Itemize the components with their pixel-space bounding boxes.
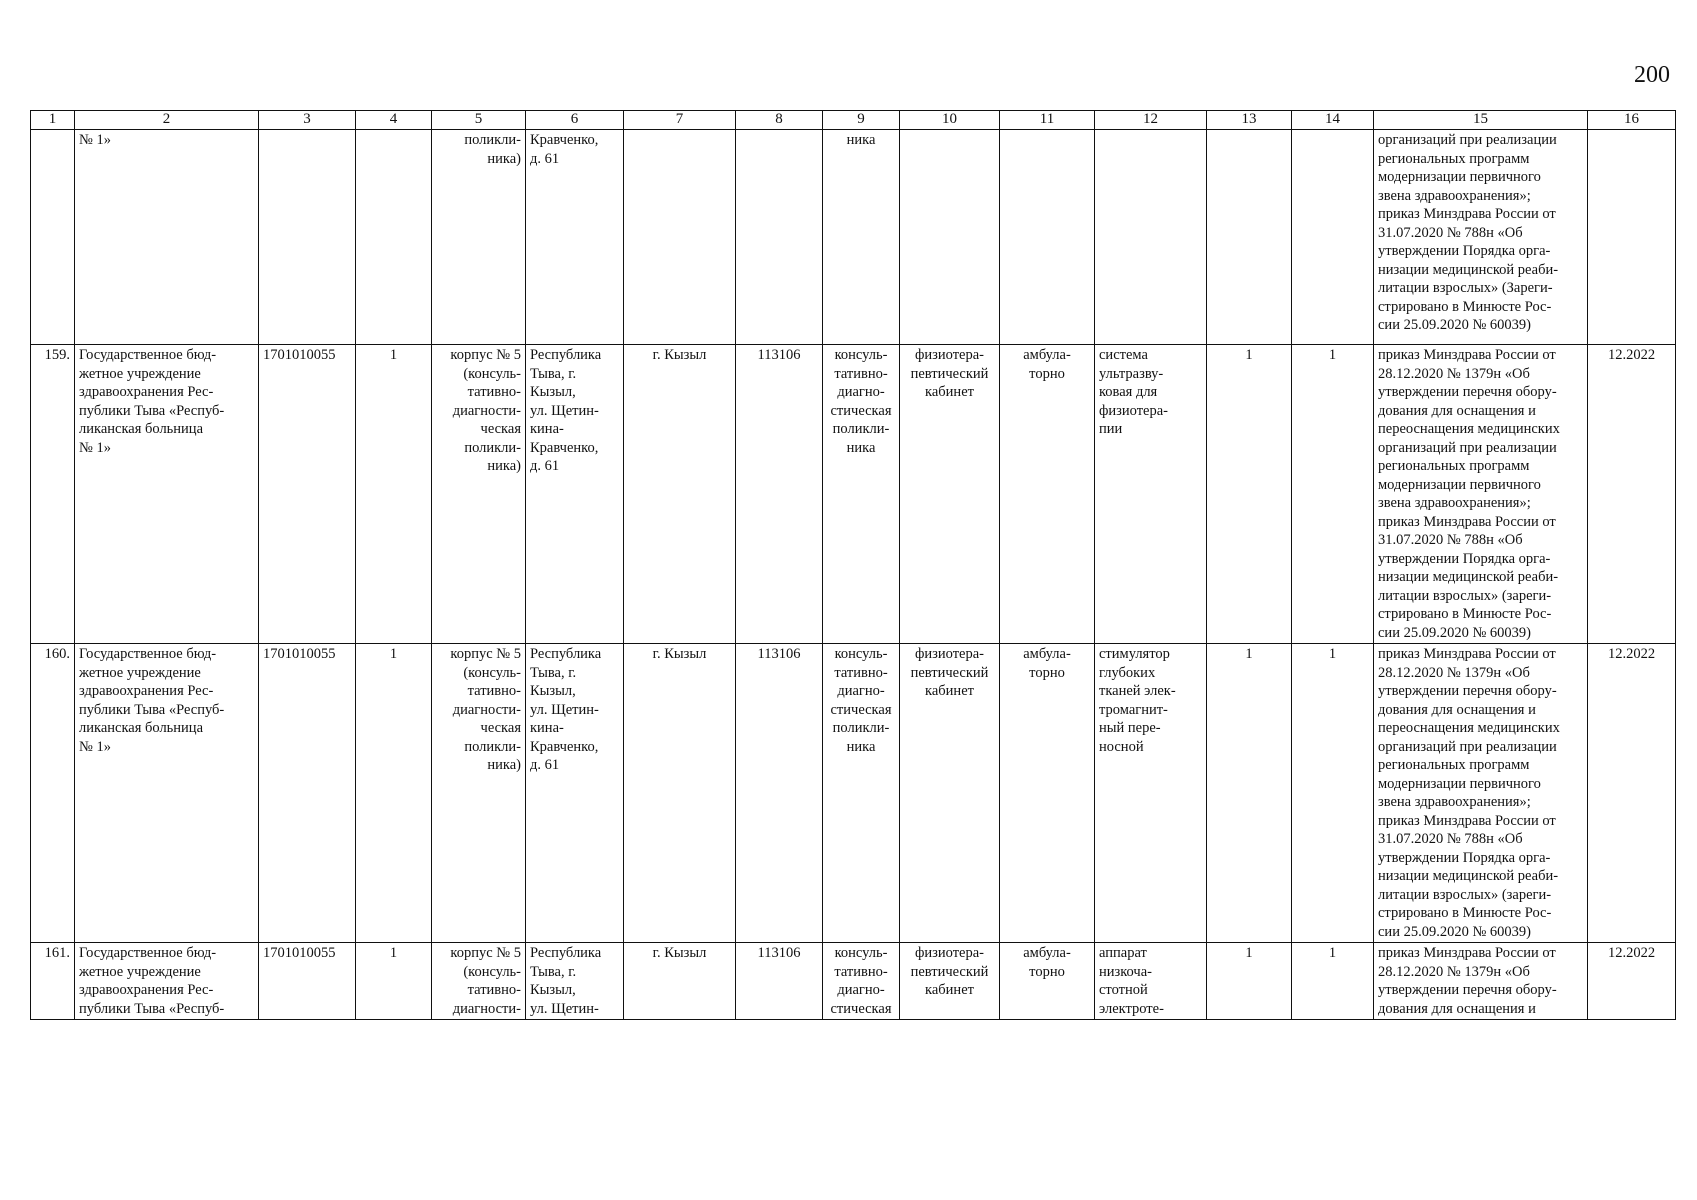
- room-cell: физиотера- певтический кабинет: [900, 943, 1000, 1020]
- institution-cell: Государственное бюд- жетное учреждение здравоохранения Рес- публики Тыва «Респуб- ликанская больница № 1»: [75, 345, 259, 644]
- row-number-cell: 160.: [31, 644, 75, 943]
- code-cell: [259, 130, 356, 345]
- city-cell: г. Кызыл: [624, 345, 736, 644]
- row-number-cell: 159.: [31, 345, 75, 644]
- room-cell: физиотера- певтический кабинет: [900, 345, 1000, 644]
- column-header: 12: [1095, 111, 1207, 130]
- address-cell: Республика Тыва, г. Кызыл, ул. Щетин-: [526, 943, 624, 1020]
- code-okato-cell: 113106: [736, 943, 823, 1020]
- page-number: 200: [1634, 62, 1670, 88]
- quantity-cell: 1: [1207, 644, 1292, 943]
- institution-cell: Государственное бюд- жетное учреждение здравоохранения Рес- публики Тыва «Респуб- ликанская больница № 1»: [75, 644, 259, 943]
- code-okato-cell: [736, 130, 823, 345]
- column-header: 16: [1588, 111, 1676, 130]
- quantity-cell: [1292, 130, 1374, 345]
- column-header: 9: [823, 111, 900, 130]
- column-header: 10: [900, 111, 1000, 130]
- care-form-cell: амбула- торно: [1000, 345, 1095, 644]
- count-cell: 1: [356, 943, 432, 1020]
- quantity-cell: 1: [1292, 345, 1374, 644]
- column-header: 5: [432, 111, 526, 130]
- table-row: [31, 345, 1676, 644]
- city-cell: г. Кызыл: [624, 943, 736, 1020]
- column-header: 7: [624, 111, 736, 130]
- unit-cell: консуль- тативно- диагно- стическая поликли- ника: [823, 345, 900, 644]
- unit-cell: ника: [823, 130, 900, 345]
- code-okato-cell: 113106: [736, 345, 823, 644]
- room-cell: физиотера- певтический кабинет: [900, 644, 1000, 943]
- column-number-row: [31, 111, 1676, 130]
- care-form-cell: [1000, 130, 1095, 345]
- code-cell: 1701010055: [259, 345, 356, 644]
- date-cell: [1588, 130, 1676, 345]
- address-cell: Республика Тыва, г. Кызыл, ул. Щетин- кина- Кравченко, д. 61: [526, 345, 624, 644]
- legal-basis-cell: приказ Минздрава России от 28.12.2020 № 1379н «Об утверждении перечня обору- дования для оснащения и переоснащения медицинских организаций при реализации региональных программ модернизации первичного звена здравоохранения»; приказ Минздрава России от 31.07.2020 № 788н «Об утверждении Порядка орга- низации медицинской реаби- литации взрослых» (зареги- стрировано в Минюсте Рос- сии 25.09.2020 № 60039): [1374, 345, 1588, 644]
- quantity-cell: 1: [1292, 644, 1374, 943]
- table-row: [31, 130, 1676, 345]
- code-cell: 1701010055: [259, 943, 356, 1020]
- row-number-cell: 161.: [31, 943, 75, 1020]
- legal-basis-cell: организаций при реализации региональных программ модернизации первичного звена здравоохранения»; приказ Минздрава России от 31.07.2020 № 788н «Об утверждении Порядка орга- низации медицинской реаби- литации взрослых» (Зареги- стрировано в Минюсте Рос- сии 25.09.2020 № 60039): [1374, 130, 1588, 345]
- unit-cell: консуль- тативно- диагно- стическая поликли- ника: [823, 644, 900, 943]
- equipment-cell: система ультразву- ковая для физиотера- пии: [1095, 345, 1207, 644]
- building-cell: поликли- ника): [432, 130, 526, 345]
- city-cell: г. Кызыл: [624, 644, 736, 943]
- column-header: 8: [736, 111, 823, 130]
- code-okato-cell: 113106: [736, 644, 823, 943]
- institution-cell: Государственное бюд- жетное учреждение здравоохранения Рес- публики Тыва «Респуб-: [75, 943, 259, 1020]
- column-header: 3: [259, 111, 356, 130]
- count-cell: 1: [356, 345, 432, 644]
- care-form-cell: амбула- торно: [1000, 644, 1095, 943]
- institution-cell: № 1»: [75, 130, 259, 345]
- equipment-cell: аппарат низкоча- стотной электроте-: [1095, 943, 1207, 1020]
- equipment-cell: [1095, 130, 1207, 345]
- column-header: 1: [31, 111, 75, 130]
- quantity-cell: 1: [1207, 345, 1292, 644]
- unit-cell: консуль- тативно- диагно- стическая: [823, 943, 900, 1020]
- quantity-cell: 1: [1207, 943, 1292, 1020]
- building-cell: корпус № 5 (консуль- тативно- диагности-: [432, 943, 526, 1020]
- table-row: [31, 943, 1676, 1020]
- column-header: 6: [526, 111, 624, 130]
- equipment-cell: стимулятор глубоких тканей элек- тромагнит- ный пере- носной: [1095, 644, 1207, 943]
- care-form-cell: амбула- торно: [1000, 943, 1095, 1020]
- quantity-cell: 1: [1292, 943, 1374, 1020]
- code-cell: 1701010055: [259, 644, 356, 943]
- row-number-cell: [31, 130, 75, 345]
- legal-basis-cell: приказ Минздрава России от 28.12.2020 № 1379н «Об утверждении перечня обору- дования для оснащения и: [1374, 943, 1588, 1020]
- building-cell: корпус № 5 (консуль- тативно- диагности- ческая поликли- ника): [432, 345, 526, 644]
- count-cell: [356, 130, 432, 345]
- column-header: 2: [75, 111, 259, 130]
- address-cell: Республика Тыва, г. Кызыл, ул. Щетин- кина- Кравченко, д. 61: [526, 644, 624, 943]
- table-row: [31, 644, 1676, 943]
- legal-basis-cell: приказ Минздрава России от 28.12.2020 № 1379н «Об утверждении перечня обору- дования для оснащения и переоснащения медицинских организаций при реализации региональных программ модернизации первичного звена здравоохранения»; приказ Минздрава России от 31.07.2020 № 788н «Об утверждении Порядка орга- низации медицинской реаби- литации взрослых» (зареги- стрировано в Минюсте Рос- сии 25.09.2020 № 60039): [1374, 644, 1588, 943]
- column-header: 13: [1207, 111, 1292, 130]
- column-header: 4: [356, 111, 432, 130]
- building-cell: корпус № 5 (консуль- тативно- диагности- ческая поликли- ника): [432, 644, 526, 943]
- quantity-cell: [1207, 130, 1292, 345]
- room-cell: [900, 130, 1000, 345]
- date-cell: 12.2022: [1588, 644, 1676, 943]
- date-cell: 12.2022: [1588, 345, 1676, 644]
- column-header: 11: [1000, 111, 1095, 130]
- date-cell: 12.2022: [1588, 943, 1676, 1020]
- column-header: 14: [1292, 111, 1374, 130]
- city-cell: [624, 130, 736, 345]
- count-cell: 1: [356, 644, 432, 943]
- address-cell: Кравченко, д. 61: [526, 130, 624, 345]
- column-header: 15: [1374, 111, 1588, 130]
- register-table: [30, 110, 1676, 1020]
